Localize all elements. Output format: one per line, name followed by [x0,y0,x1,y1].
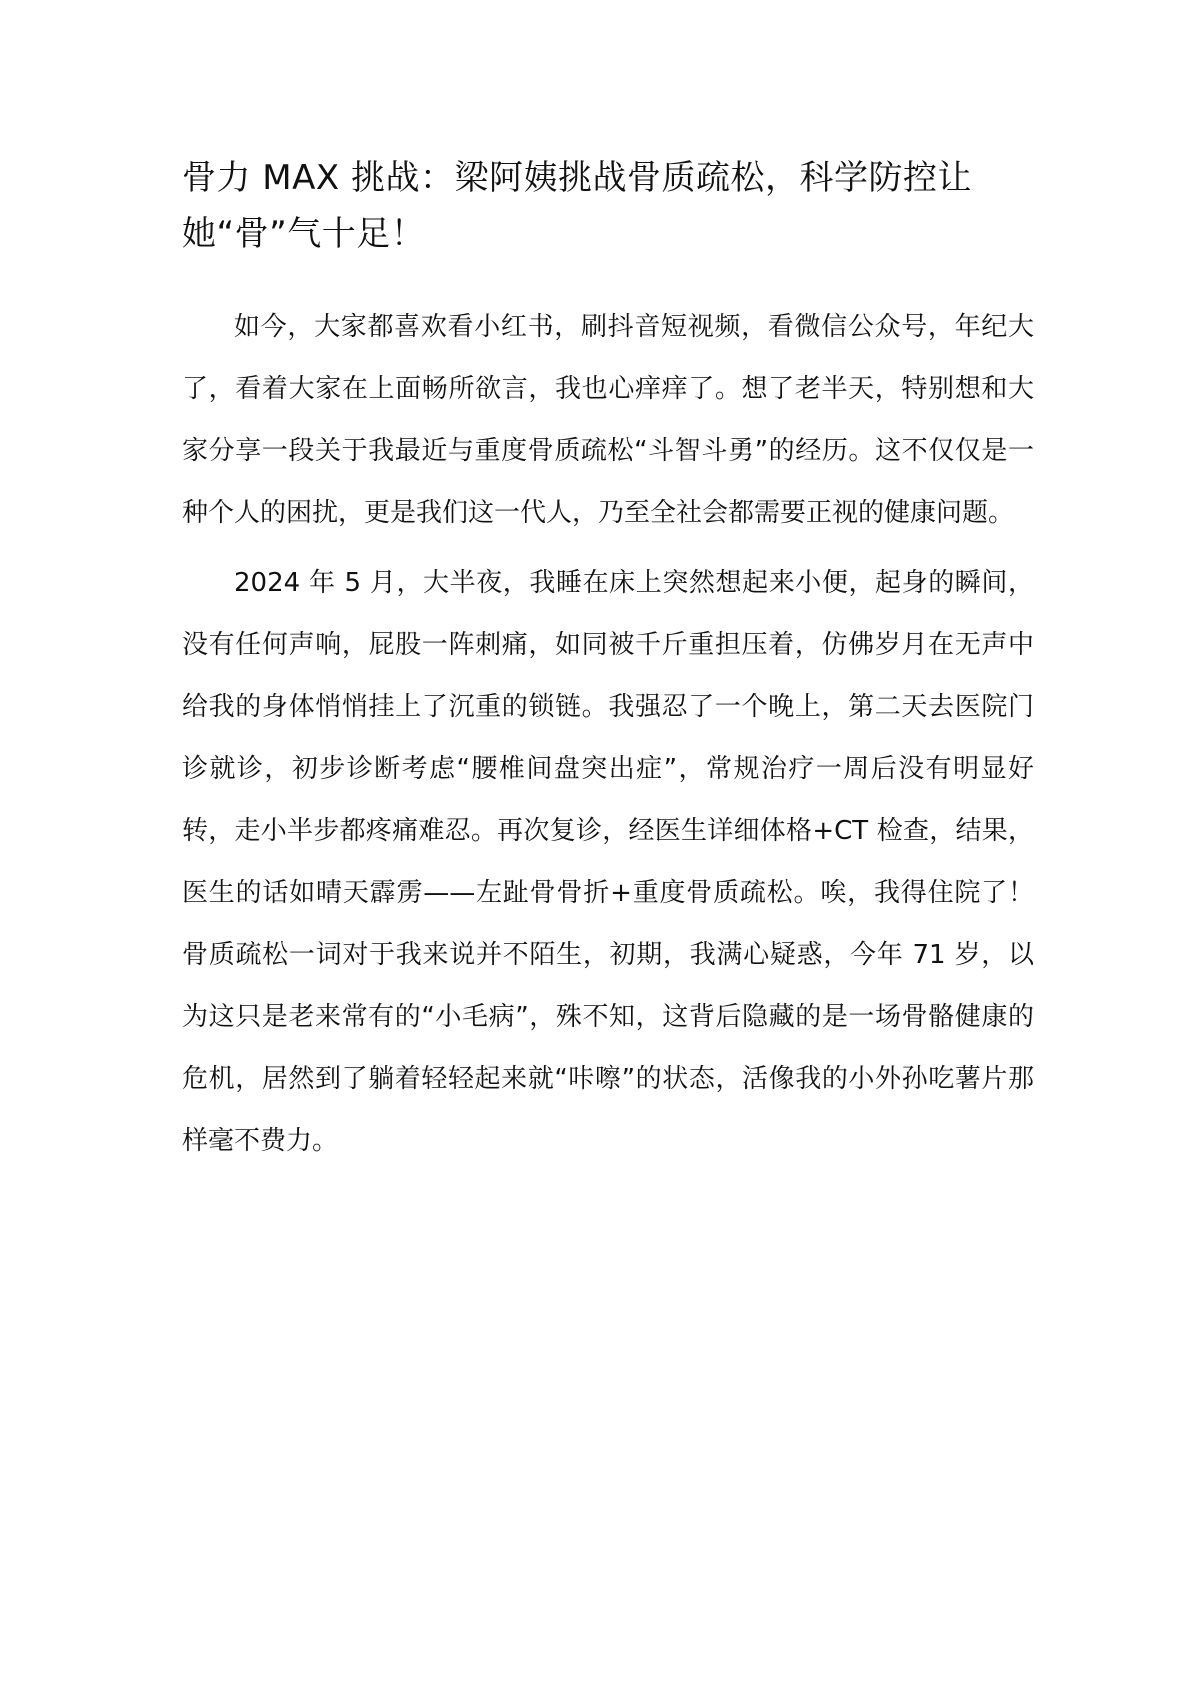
paragraph-story: 2024 年 5 月，大半夜，我睡在床上突然想起来小便，起身的瞬间，没有任何声响，屁股一阵刺痛，如同被千斤重担压着，仿佛岁月在无声中给我的身体悄悄挂上了沉重的锁链。我强忍了一个晚上，第二天去医院门诊就诊，初步诊断考虑“腰椎间盘突出症”，常规治疗一周后没有明显好转，走小半步都疼痛难忍。再次复诊，经医生详细体格+CT 检查，结果，医生的话如晴天霹雳——左趾骨骨折+重度骨质疏松。唉，我得住院了！骨质疏松一词对于我来说并不陌生，初期，我满心疑惑，今年 71 岁，以为这只是老来常有的“小毛病”，殊不知，这背后隐藏的是一场骨骼健康的危机，居然到了躺着轻轻起来就“咔嚓”的状态，活像我的小外孙吃薯片那样毫不费力。 [182,568,1034,1156]
article-body [182,296,1034,1180]
article-title: 骨力 MAX 挑战：梁阿姨挑战骨质疏松，科学防控让她“骨”气十足！ [182,158,972,254]
paragraph-intro: 如今，大家都喜欢看小红书，刷抖音短视频，看微信公众号，年纪大了，看着大家在上面畅所欲言，我也心痒痒了。想了老半天，特别想和大家分享一段关于我最近与重度骨质疏松“斗智斗勇”的经历。这不仅仅是一种个人的困扰，更是我们这一代人，乃至全社会都需要正视的健康问题。 [182,312,1034,528]
